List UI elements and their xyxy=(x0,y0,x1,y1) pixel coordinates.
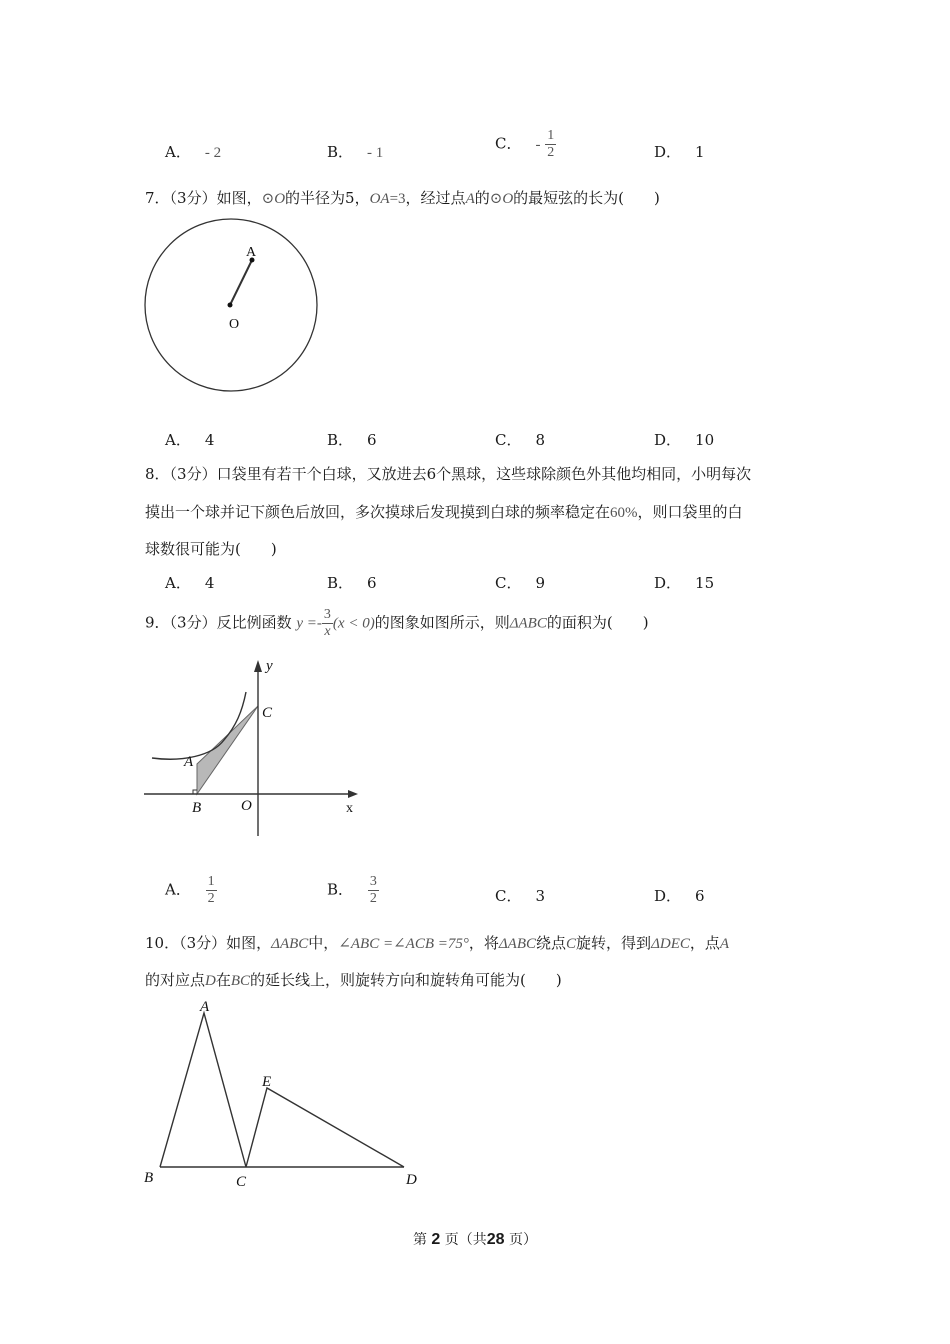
q8-option-d-letter: D． xyxy=(654,574,682,592)
q9-option-a-fraction xyxy=(206,874,217,907)
q10-label-a: A xyxy=(200,999,210,1015)
q9-graph-figure xyxy=(142,656,372,846)
q8-option-b xyxy=(327,572,377,593)
q7-segment-oa xyxy=(230,260,252,305)
q7-o-2: O xyxy=(502,191,514,207)
q7-number: 7． xyxy=(145,189,170,207)
q7-option-c-letter: C． xyxy=(495,431,522,449)
q9-option-a xyxy=(165,874,217,907)
q10-text-e: 旋转，得到 xyxy=(576,934,652,952)
q10-line-2a: 的对应点 xyxy=(145,971,206,989)
q9-option-b-fraction xyxy=(368,874,379,907)
q9-option-a-letter: A． xyxy=(165,880,191,899)
q10-a: A xyxy=(719,936,730,952)
q7-label-o: O xyxy=(229,317,240,332)
q7-a: A xyxy=(465,191,475,207)
q6-option-c-letter: C． xyxy=(495,134,522,153)
footer-mid: 页（共 xyxy=(444,1232,487,1248)
q10-d: D xyxy=(205,973,216,989)
q10-label-b: B xyxy=(144,1170,154,1186)
q6-option-b-value: - 1 xyxy=(367,145,384,161)
q9-score: （3分） xyxy=(169,613,217,632)
q7-oa: OA xyxy=(369,191,390,207)
q9-option-c xyxy=(495,885,545,906)
q10-label-d: D xyxy=(406,1172,417,1188)
q7-text-e: 的最短弦的长为( ) xyxy=(513,189,660,207)
q6-option-b xyxy=(327,141,383,162)
q8-line-1: 8．（3分）口袋里有若干个白球，又放进去6个黑球，这些球除颜色外其他均相同，小明每次 xyxy=(145,465,752,483)
q9-option-a-num: 1 xyxy=(207,874,215,889)
q8-line-2 xyxy=(145,501,743,522)
q10-text-d: 绕点 xyxy=(536,934,567,952)
q7-circle-symbol-2: ⊙ xyxy=(489,191,503,207)
q6-option-c-num: 1 xyxy=(547,128,555,143)
q6-option-b-letter: B． xyxy=(327,143,354,161)
q9-number: 9． xyxy=(145,613,170,632)
q9-frac-num: 3 xyxy=(323,607,331,622)
q9-text-c: 的面积为( ) xyxy=(546,613,649,632)
q6-option-a-value: - 2 xyxy=(204,145,222,161)
q8-line-2a: 摸出一个球并记下颜色后放回，多次摸球后发现摸到白球的频率稳定在 xyxy=(145,503,611,521)
q10-triangle-1: ΔABC xyxy=(271,936,309,952)
footer-total-pages: 28 xyxy=(486,1231,505,1248)
q9-triangle-shade xyxy=(197,706,258,794)
footer-pre: 第 xyxy=(412,1232,427,1248)
q9-text-a: 反比例函数 xyxy=(216,613,292,632)
q7-option-a-value: 4 xyxy=(204,431,215,449)
q6-option-c-fraction xyxy=(545,128,556,161)
q9-text-b: 的图象如图所示，则 xyxy=(374,613,510,632)
q10-label-c: C xyxy=(236,1174,247,1190)
q10-line-1 xyxy=(145,932,729,953)
q8-percent: 60% xyxy=(610,505,638,521)
q10-score: （3分） xyxy=(179,934,227,952)
q8-line-2b: ，则口袋里的白 xyxy=(637,503,743,521)
q9-option-b-letter: B． xyxy=(327,880,354,899)
footer-post: 页） xyxy=(509,1232,538,1248)
q9-label-b: B xyxy=(192,800,202,816)
q9-option-b-num: 3 xyxy=(369,874,377,889)
q6-option-a xyxy=(165,141,221,162)
q9-option-c-value: 3 xyxy=(535,887,546,905)
q9-option-a-den: 2 xyxy=(207,891,215,906)
q9-option-d-letter: D． xyxy=(654,887,682,905)
q7-option-d xyxy=(654,429,714,450)
q6-option-c-den: 2 xyxy=(547,145,555,160)
q9-hyperbola xyxy=(152,692,246,759)
q10-line-2 xyxy=(145,969,562,990)
q6-option-a-letter: A． xyxy=(165,143,191,161)
q8-option-b-letter: B． xyxy=(327,574,354,592)
q9-x-arrow xyxy=(348,790,358,798)
q9-option-c-letter: C． xyxy=(495,887,522,905)
q8-option-a xyxy=(165,572,214,593)
q10-triangle-dec xyxy=(246,1088,404,1167)
q6-option-c xyxy=(495,128,556,161)
q10-number: 10． xyxy=(145,934,180,952)
q9-y-arrow xyxy=(254,660,262,672)
q7-option-d-letter: D． xyxy=(654,431,682,449)
q8-option-c-value: 9 xyxy=(535,574,546,592)
q8-option-d-value: 15 xyxy=(695,574,715,592)
q10-angle-expr: ∠ABC =∠ACB =75° xyxy=(338,936,469,952)
footer-page-number: 2 xyxy=(431,1231,441,1248)
q9-option-d xyxy=(654,885,705,906)
page-footer xyxy=(0,1229,950,1249)
q7-option-a xyxy=(165,429,214,450)
q7-score: （3分） xyxy=(169,189,217,207)
q10-text-a: 如图， xyxy=(226,934,272,952)
q9-option-b xyxy=(327,874,379,907)
q9-label-a: A xyxy=(184,754,194,770)
q10-triangle-figure xyxy=(140,996,440,1196)
q7-option-c xyxy=(495,429,545,450)
q7-eq: =3 xyxy=(389,191,406,207)
q8-option-b-value: 6 xyxy=(367,574,377,592)
q10-text-c: ，将 xyxy=(468,934,499,952)
q7-point-o xyxy=(228,303,233,308)
q9-option-d-value: 6 xyxy=(695,887,705,905)
q8-line-3: 球数很可能为( ) xyxy=(145,540,277,558)
q10-text-b: 中， xyxy=(308,934,339,952)
q9-stem xyxy=(145,607,649,640)
q10-label-e: E xyxy=(262,1074,272,1090)
q7-text-b: 的半径为5， xyxy=(285,189,370,207)
q7-option-b-letter: B． xyxy=(327,431,354,449)
q7-option-b xyxy=(327,429,377,450)
q7-text-c: ，经过点 xyxy=(405,189,466,207)
q10-line-2c: 的延长线上，则旋转方向和旋转角可能为( ) xyxy=(250,971,562,989)
q10-triangle-abc xyxy=(160,1013,246,1167)
q6-option-d-letter: D． xyxy=(654,143,682,161)
q9-label-y: y xyxy=(266,658,273,674)
q10-c: C xyxy=(566,936,577,952)
q7-text-d: 的 xyxy=(474,189,490,207)
q10-line-2b: 在 xyxy=(215,971,231,989)
q7-label-a: A xyxy=(246,245,257,260)
q10-triangle-3: ΔDEC xyxy=(651,936,690,952)
q7-stem xyxy=(145,187,660,208)
q9-fraction xyxy=(322,607,333,640)
q7-o: O xyxy=(274,191,286,207)
q8-option-c-letter: C． xyxy=(495,574,522,592)
q7-option-d-value: 10 xyxy=(695,431,715,449)
q9-condition: (x < 0) xyxy=(332,615,375,632)
q10-bc: BC xyxy=(230,973,251,989)
q10-triangle-2: ΔABC xyxy=(498,936,537,952)
q7-option-a-letter: A． xyxy=(165,431,191,449)
q9-frac-den: x xyxy=(324,624,331,639)
q9-option-b-den: 2 xyxy=(369,891,377,906)
q6-option-c-prefix: - xyxy=(535,136,541,153)
q9-label-o: O xyxy=(241,798,252,814)
q8-option-d xyxy=(654,572,714,593)
q6-option-d xyxy=(654,141,705,162)
q6-option-d-value: 1 xyxy=(695,143,705,161)
q8-option-a-value: 4 xyxy=(204,574,215,592)
q10-text-f: ，点 xyxy=(689,934,720,952)
q8-option-c xyxy=(495,572,545,593)
q9-triangle: ΔABC xyxy=(509,615,547,632)
q7-option-b-value: 6 xyxy=(367,431,377,449)
q7-circle-figure xyxy=(142,216,322,396)
q9-y-eq: y =- xyxy=(296,615,322,632)
q7-text-a: 如图， xyxy=(216,189,262,207)
q7-circle-symbol: ⊙ xyxy=(261,191,275,207)
q7-option-c-value: 8 xyxy=(535,431,546,449)
q9-label-x: x xyxy=(346,801,353,816)
q8-option-a-letter: A． xyxy=(165,574,191,592)
q9-label-c: C xyxy=(262,705,273,721)
